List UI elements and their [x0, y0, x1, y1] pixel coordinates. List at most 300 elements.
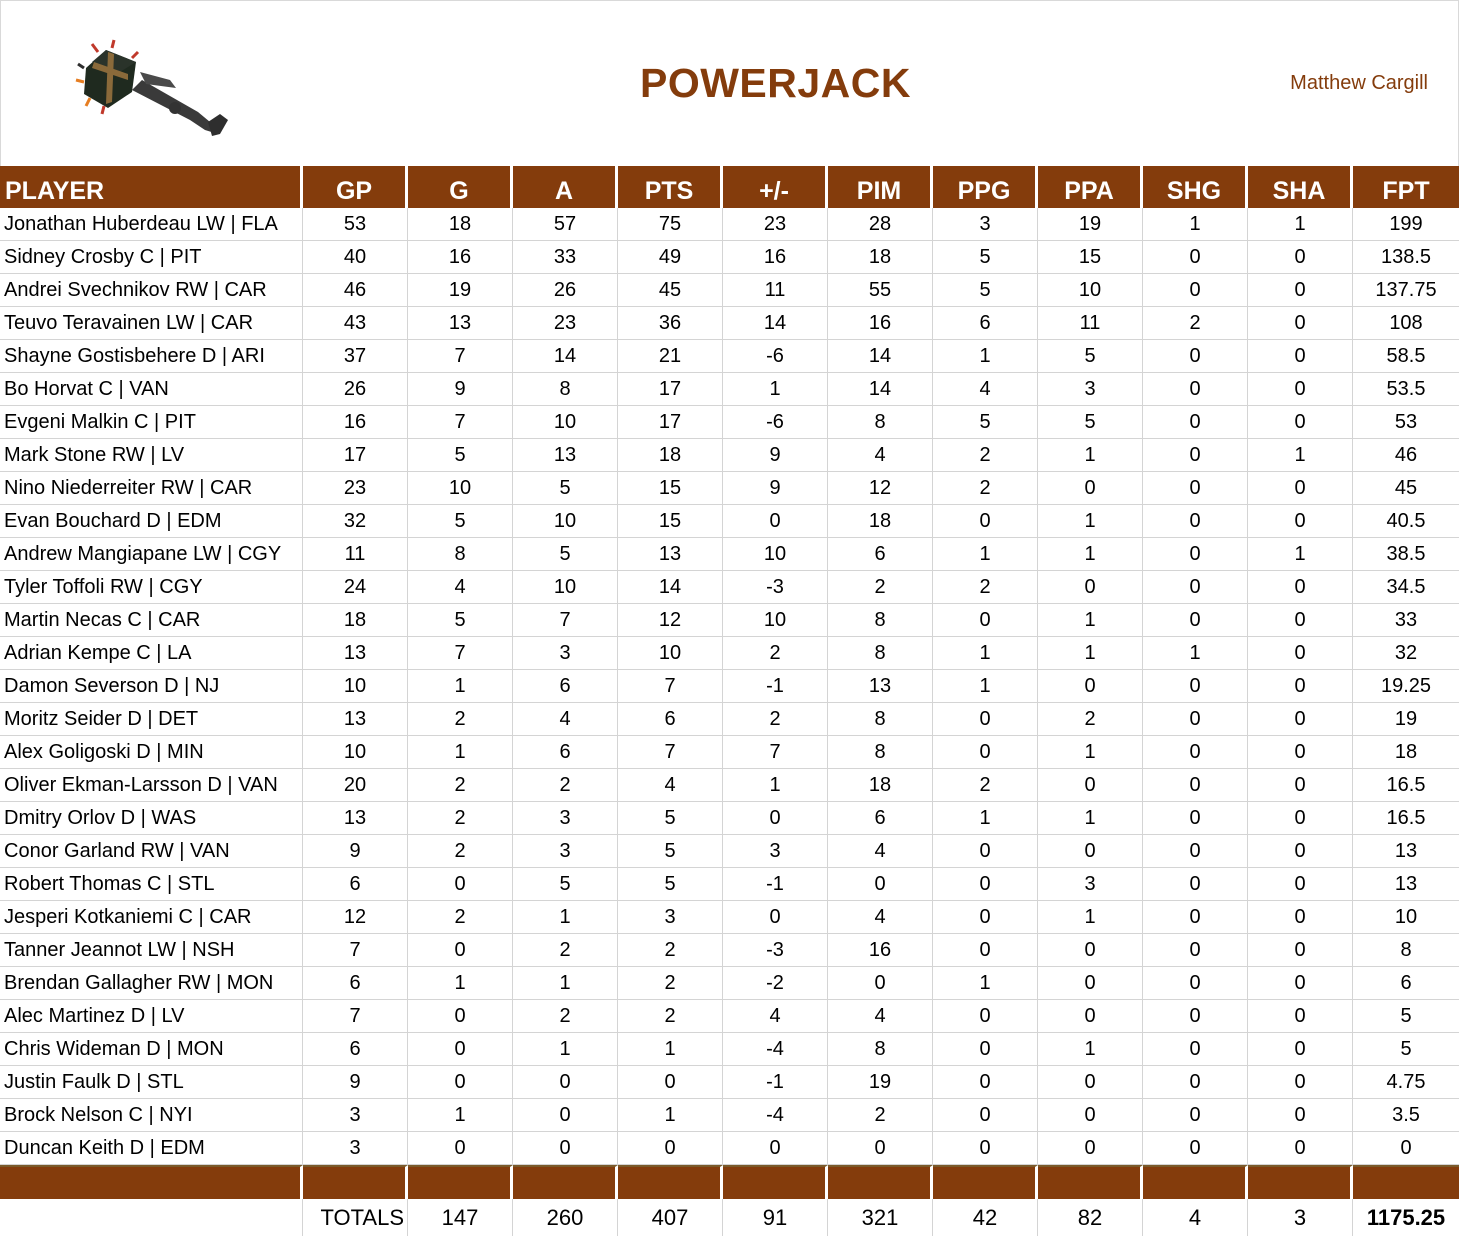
stat-cell-pts: 1 [618, 1033, 723, 1066]
stat-cell-ppa: 0 [1038, 1066, 1143, 1099]
stat-cell-pim: 8 [828, 703, 933, 736]
table-row [0, 340, 1459, 373]
stat-cell-ppa: 3 [1038, 373, 1143, 406]
stat-cell-a: 2 [513, 1000, 618, 1033]
column-header-player[interactable]: PLAYER [0, 166, 303, 208]
stat-cell-plus-minus: 2 [723, 637, 828, 670]
stat-cell-pim: 19 [828, 1066, 933, 1099]
player-name-cell: Dmitry Orlov D | WAS [0, 802, 303, 835]
stat-cell-sha: 0 [1248, 1066, 1353, 1099]
stat-cell-ppa: 15 [1038, 241, 1143, 274]
stat-cell-ppa: 0 [1038, 472, 1143, 505]
stat-cell-gp: 17 [303, 439, 408, 472]
stat-cell-ppa: 1 [1038, 538, 1143, 571]
stat-cell-plus-minus: 10 [723, 538, 828, 571]
divider-cell [408, 1165, 513, 1199]
stat-cell-sha: 0 [1248, 1000, 1353, 1033]
totals-row [0, 1199, 1459, 1236]
stat-cell-shg: 0 [1143, 241, 1248, 274]
stat-cell-gp: 23 [303, 472, 408, 505]
stat-cell-ppa: 2 [1038, 703, 1143, 736]
stat-cell-pts: 0 [618, 1066, 723, 1099]
stat-cell-fpt: 4.75 [1353, 1066, 1459, 1099]
stat-cell-fpt: 40.5 [1353, 505, 1459, 538]
stat-cell-pim: 6 [828, 802, 933, 835]
player-name-cell: Brendan Gallagher RW | MON [0, 967, 303, 1000]
stat-cell-pim: 18 [828, 769, 933, 802]
stat-cell-pts: 18 [618, 439, 723, 472]
stat-cell-pim: 16 [828, 307, 933, 340]
stat-cell-a: 0 [513, 1099, 618, 1132]
stat-cell-pim: 12 [828, 472, 933, 505]
page-title-text: POWERJACK [639, 60, 912, 106]
stat-cell-pim: 0 [828, 1132, 933, 1165]
stat-cell-a: 8 [513, 373, 618, 406]
stat-cell-shg: 0 [1143, 670, 1248, 703]
stat-cell-pim: 0 [828, 868, 933, 901]
stat-cell-a: 7 [513, 604, 618, 637]
stat-cell-g: 16 [408, 241, 513, 274]
player-name-cell: Robert Thomas C | STL [0, 868, 303, 901]
divider-cell [828, 1165, 933, 1199]
stat-cell-pts: 7 [618, 736, 723, 769]
stat-cell-sha: 0 [1248, 901, 1353, 934]
player-name-cell: Andrei Svechnikov RW | CAR [0, 274, 303, 307]
stat-cell-ppg: 1 [933, 967, 1038, 1000]
stat-cell-pts: 15 [618, 505, 723, 538]
column-header-sha[interactable]: SHA [1248, 166, 1353, 208]
stat-cell-g: 0 [408, 934, 513, 967]
stat-cell-a: 5 [513, 538, 618, 571]
stat-cell-pim: 2 [828, 571, 933, 604]
table-row [0, 439, 1459, 472]
stat-cell-pts: 5 [618, 868, 723, 901]
stat-cell-gp: 3 [303, 1099, 408, 1132]
player-name-cell: Evgeni Malkin C | PIT [0, 406, 303, 439]
stat-cell-ppa: 0 [1038, 835, 1143, 868]
player-name-cell: Moritz Seider D | DET [0, 703, 303, 736]
stat-cell-fpt: 53 [1353, 406, 1459, 439]
stat-cell-plus-minus: 2 [723, 703, 828, 736]
stat-cell-plus-minus: 10 [723, 604, 828, 637]
stat-cell-pts: 0 [618, 1132, 723, 1165]
stat-cell-ppg: 1 [933, 670, 1038, 703]
stat-cell-fpt: 10 [1353, 901, 1459, 934]
stat-cell-pts: 15 [618, 472, 723, 505]
stat-cell-pim: 2 [828, 1099, 933, 1132]
table-row [0, 373, 1459, 406]
stat-cell-sha: 1 [1248, 208, 1353, 241]
column-header-ppa[interactable]: PPA [1038, 166, 1143, 208]
stat-cell-g: 10 [408, 472, 513, 505]
stat-cell-a: 10 [513, 406, 618, 439]
stat-cell-g: 7 [408, 637, 513, 670]
table-row [0, 274, 1459, 307]
stat-cell-pts: 36 [618, 307, 723, 340]
stat-cell-gp: 9 [303, 835, 408, 868]
stat-cell-ppa: 19 [1038, 208, 1143, 241]
stat-cell-pts: 14 [618, 571, 723, 604]
stat-cell-pim: 14 [828, 373, 933, 406]
stat-cell-pim: 4 [828, 439, 933, 472]
divider-cell [1038, 1165, 1143, 1199]
stat-cell-fpt: 3.5 [1353, 1099, 1459, 1132]
stat-cell-plus-minus: -1 [723, 1066, 828, 1099]
stat-cell-plus-minus: 0 [723, 505, 828, 538]
stat-cell-gp: 12 [303, 901, 408, 934]
stat-cell-ppa: 0 [1038, 670, 1143, 703]
stat-cell-sha: 1 [1248, 439, 1353, 472]
total-ppg: 42 [933, 1199, 1038, 1236]
stat-cell-shg: 0 [1143, 1132, 1248, 1165]
stat-cell-sha: 0 [1248, 1033, 1353, 1066]
stat-cell-shg: 0 [1143, 274, 1248, 307]
stat-cell-ppa: 0 [1038, 934, 1143, 967]
stat-cell-shg: 0 [1143, 736, 1248, 769]
stat-cell-g: 1 [408, 1099, 513, 1132]
stat-cell-shg: 0 [1143, 340, 1248, 373]
stat-cell-shg: 0 [1143, 472, 1248, 505]
stat-cell-ppg: 4 [933, 373, 1038, 406]
stat-cell-gp: 6 [303, 1033, 408, 1066]
table-row [0, 802, 1459, 835]
table-row [0, 1099, 1459, 1132]
stat-cell-plus-minus: 16 [723, 241, 828, 274]
stat-cell-ppa: 1 [1038, 439, 1143, 472]
stat-cell-pts: 6 [618, 703, 723, 736]
stat-cell-ppg: 1 [933, 637, 1038, 670]
stat-cell-plus-minus: 4 [723, 1000, 828, 1033]
stat-cell-sha: 0 [1248, 472, 1353, 505]
stat-cell-a: 26 [513, 274, 618, 307]
divider-cell [0, 1165, 303, 1199]
stat-cell-gp: 46 [303, 274, 408, 307]
stat-cell-gp: 10 [303, 670, 408, 703]
stat-cell-shg: 0 [1143, 1099, 1248, 1132]
stat-cell-sha: 0 [1248, 637, 1353, 670]
stat-cell-g: 2 [408, 835, 513, 868]
stat-cell-fpt: 0 [1353, 1132, 1459, 1165]
player-name-cell: Tanner Jeannot LW | NSH [0, 934, 303, 967]
stat-cell-fpt: 8 [1353, 934, 1459, 967]
column-header-fpt[interactable]: FPT [1353, 166, 1459, 208]
stat-cell-g: 7 [408, 340, 513, 373]
stat-cell-fpt: 16.5 [1353, 802, 1459, 835]
table-row [0, 538, 1459, 571]
stat-cell-gp: 32 [303, 505, 408, 538]
stat-cell-pim: 6 [828, 538, 933, 571]
table-row [0, 1066, 1459, 1099]
stat-cell-plus-minus: 0 [723, 901, 828, 934]
stat-cell-pim: 8 [828, 1033, 933, 1066]
table-row [0, 967, 1459, 1000]
stat-cell-pts: 1 [618, 1099, 723, 1132]
stat-cell-ppg: 0 [933, 868, 1038, 901]
stat-cell-a: 1 [513, 901, 618, 934]
stat-cell-plus-minus: -2 [723, 967, 828, 1000]
stat-cell-shg: 0 [1143, 538, 1248, 571]
column-header-plus-minus[interactable]: +/- [723, 166, 828, 208]
stat-cell-pts: 21 [618, 340, 723, 373]
stat-cell-shg: 0 [1143, 868, 1248, 901]
stat-cell-shg: 0 [1143, 901, 1248, 934]
stat-cell-gp: 40 [303, 241, 408, 274]
table-row [0, 703, 1459, 736]
stat-cell-a: 2 [513, 934, 618, 967]
stat-cell-pts: 3 [618, 901, 723, 934]
stat-cell-plus-minus: 23 [723, 208, 828, 241]
stat-cell-shg: 0 [1143, 1066, 1248, 1099]
player-name-cell: Shayne Gostisbehere D | ARI [0, 340, 303, 373]
stat-cell-sha: 0 [1248, 1099, 1353, 1132]
stat-cell-fpt: 18 [1353, 736, 1459, 769]
divider-cell [513, 1165, 618, 1199]
table-row [0, 637, 1459, 670]
stat-cell-ppg: 0 [933, 835, 1038, 868]
player-name-cell: Sidney Crosby C | PIT [0, 241, 303, 274]
player-name-cell: Brock Nelson C | NYI [0, 1099, 303, 1132]
stat-cell-ppa: 1 [1038, 901, 1143, 934]
stat-cell-pim: 4 [828, 901, 933, 934]
stat-cell-g: 2 [408, 901, 513, 934]
stat-cell-shg: 0 [1143, 406, 1248, 439]
stat-cell-pim: 8 [828, 604, 933, 637]
divider-cell [933, 1165, 1038, 1199]
column-header-shg[interactable]: SHG [1143, 166, 1248, 208]
stat-cell-ppg: 0 [933, 901, 1038, 934]
stat-cell-ppg: 2 [933, 571, 1038, 604]
table-row [0, 241, 1459, 274]
stat-cell-a: 0 [513, 1132, 618, 1165]
stat-cell-gp: 3 [303, 1132, 408, 1165]
stat-cell-gp: 6 [303, 967, 408, 1000]
stat-cell-pim: 8 [828, 736, 933, 769]
stat-cell-shg: 1 [1143, 208, 1248, 241]
stat-cell-g: 0 [408, 1066, 513, 1099]
stat-cell-gp: 13 [303, 637, 408, 670]
player-name-cell: Damon Severson D | NJ [0, 670, 303, 703]
stat-cell-plus-minus: 7 [723, 736, 828, 769]
total-shg: 4 [1143, 1199, 1248, 1236]
total-fpt: 1175.25 [1366, 1204, 1446, 1230]
stat-cell-pts: 2 [618, 934, 723, 967]
stat-cell-plus-minus: -3 [723, 934, 828, 967]
stat-cell-pts: 75 [618, 208, 723, 241]
stat-cell-pts: 17 [618, 373, 723, 406]
stat-cell-ppg: 0 [933, 1066, 1038, 1099]
stat-cell-g: 0 [408, 1000, 513, 1033]
stat-cell-g: 5 [408, 439, 513, 472]
stat-cell-plus-minus: 11 [723, 274, 828, 307]
column-header-pts[interactable]: PTS [618, 166, 723, 208]
stat-cell-shg: 0 [1143, 571, 1248, 604]
stat-cell-sha: 0 [1248, 340, 1353, 373]
owner-name: Matthew Cargill [1290, 72, 1428, 94]
stat-cell-plus-minus: 0 [723, 1132, 828, 1165]
player-name-cell: Oliver Ekman-Larsson D | VAN [0, 769, 303, 802]
stat-cell-g: 1 [408, 967, 513, 1000]
player-name-cell: Evan Bouchard D | EDM [0, 505, 303, 538]
stat-cell-g: 1 [408, 736, 513, 769]
stat-cell-gp: 7 [303, 934, 408, 967]
player-name-cell: Justin Faulk D | STL [0, 1066, 303, 1099]
stat-cell-a: 1 [513, 1033, 618, 1066]
table-row [0, 604, 1459, 637]
player-name-cell: Nino Niederreiter RW | CAR [0, 472, 303, 505]
stat-cell-plus-minus: 0 [723, 802, 828, 835]
stat-cell-gp: 7 [303, 1000, 408, 1033]
stat-cell-shg: 0 [1143, 934, 1248, 967]
stat-cell-pim: 8 [828, 406, 933, 439]
stat-cell-g: 13 [408, 307, 513, 340]
column-header-g[interactable]: G [408, 166, 513, 208]
stat-cell-fpt: 13 [1353, 835, 1459, 868]
table-row [0, 736, 1459, 769]
stat-cell-gp: 24 [303, 571, 408, 604]
stat-cell-fpt: 34.5 [1353, 571, 1459, 604]
stat-cell-plus-minus: -1 [723, 670, 828, 703]
stat-cell-a: 3 [513, 637, 618, 670]
stat-cell-pim: 28 [828, 208, 933, 241]
stat-cell-ppa: 1 [1038, 736, 1143, 769]
stat-cell-fpt: 108 [1353, 307, 1459, 340]
stat-cell-pts: 10 [618, 637, 723, 670]
stat-cell-pim: 55 [828, 274, 933, 307]
stat-cell-shg: 0 [1143, 439, 1248, 472]
stat-cell-ppg: 0 [933, 736, 1038, 769]
stat-cell-pts: 12 [618, 604, 723, 637]
stat-cell-a: 4 [513, 703, 618, 736]
total-pts: 407 [618, 1199, 723, 1236]
divider-cell [1143, 1165, 1248, 1199]
stat-cell-g: 19 [408, 274, 513, 307]
stat-cell-gp: 20 [303, 769, 408, 802]
table-row [0, 1000, 1459, 1033]
stat-cell-gp: 16 [303, 406, 408, 439]
stat-cell-a: 5 [513, 868, 618, 901]
stat-cell-fpt: 45 [1353, 472, 1459, 505]
stat-cell-g: 4 [408, 571, 513, 604]
divider-cell [1248, 1165, 1353, 1199]
stat-cell-plus-minus: -6 [723, 340, 828, 373]
stat-cell-plus-minus: -4 [723, 1099, 828, 1132]
stat-cell-sha: 0 [1248, 307, 1353, 340]
stat-cell-g: 7 [408, 406, 513, 439]
stat-cell-fpt: 5 [1353, 1000, 1459, 1033]
table-row [0, 406, 1459, 439]
stat-cell-fpt: 58.5 [1353, 340, 1459, 373]
table-row [0, 769, 1459, 802]
stat-cell-g: 1 [408, 670, 513, 703]
totals-label: TOTALS [303, 1199, 408, 1236]
stat-cell-sha: 0 [1248, 934, 1353, 967]
stat-cell-shg: 0 [1143, 1033, 1248, 1066]
table-row [0, 571, 1459, 604]
stat-cell-gp: 53 [303, 208, 408, 241]
column-header-gp[interactable]: GP [303, 166, 408, 208]
table-row [0, 208, 1459, 241]
total-sha: 3 [1248, 1199, 1353, 1236]
table-row [0, 670, 1459, 703]
stat-cell-gp: 13 [303, 802, 408, 835]
stat-cell-a: 10 [513, 505, 618, 538]
stat-cell-plus-minus: 1 [723, 373, 828, 406]
stat-cell-sha: 0 [1248, 868, 1353, 901]
stat-cell-shg: 2 [1143, 307, 1248, 340]
stat-cell-ppg: 6 [933, 307, 1038, 340]
column-header-ppg[interactable]: PPG [933, 166, 1038, 208]
stat-cell-pim: 4 [828, 835, 933, 868]
stat-cell-shg: 0 [1143, 505, 1248, 538]
total-g: 147 [408, 1199, 513, 1236]
stat-cell-pts: 13 [618, 538, 723, 571]
divider-cell [1353, 1165, 1459, 1199]
stat-cell-sha: 0 [1248, 769, 1353, 802]
stat-cell-ppg: 5 [933, 274, 1038, 307]
stat-cell-sha: 0 [1248, 274, 1353, 307]
stat-cell-fpt: 5 [1353, 1033, 1459, 1066]
stat-cell-pim: 0 [828, 967, 933, 1000]
stat-cell-a: 13 [513, 439, 618, 472]
stat-cell-gp: 26 [303, 373, 408, 406]
stat-cell-shg: 0 [1143, 967, 1248, 1000]
page-title [0, 60, 1459, 107]
stat-cell-fpt: 19 [1353, 703, 1459, 736]
stat-cell-sha: 0 [1248, 406, 1353, 439]
stat-cell-fpt: 33 [1353, 604, 1459, 637]
stat-cell-ppg: 1 [933, 538, 1038, 571]
stat-cell-fpt: 137.75 [1353, 274, 1459, 307]
stat-cell-a: 3 [513, 802, 618, 835]
stat-cell-ppg: 0 [933, 505, 1038, 538]
stat-cell-ppg: 2 [933, 439, 1038, 472]
divider-cell [723, 1165, 828, 1199]
player-name-cell: Duncan Keith D | EDM [0, 1132, 303, 1165]
stat-cell-pim: 16 [828, 934, 933, 967]
column-header-a[interactable]: A [513, 166, 618, 208]
stat-cell-a: 6 [513, 736, 618, 769]
stat-cell-shg: 0 [1143, 373, 1248, 406]
stat-cell-shg: 0 [1143, 769, 1248, 802]
stat-cell-pim: 18 [828, 241, 933, 274]
stat-cell-a: 5 [513, 472, 618, 505]
stat-cell-a: 23 [513, 307, 618, 340]
stat-cell-g: 8 [408, 538, 513, 571]
stat-cell-ppa: 10 [1038, 274, 1143, 307]
stat-cell-plus-minus: -1 [723, 868, 828, 901]
stat-cell-fpt: 6 [1353, 967, 1459, 1000]
stat-cell-ppg: 0 [933, 1033, 1038, 1066]
player-name-cell: Adrian Kempe C | LA [0, 637, 303, 670]
stat-cell-ppa: 3 [1038, 868, 1143, 901]
stat-cell-pim: 4 [828, 1000, 933, 1033]
stat-cell-gp: 18 [303, 604, 408, 637]
table-row [0, 868, 1459, 901]
stat-cell-plus-minus: 9 [723, 472, 828, 505]
stat-cell-ppa: 5 [1038, 340, 1143, 373]
stat-cell-sha: 0 [1248, 736, 1353, 769]
stat-cell-sha: 0 [1248, 802, 1353, 835]
player-name-cell: Teuvo Teravainen LW | CAR [0, 307, 303, 340]
player-name-cell: Conor Garland RW | VAN [0, 835, 303, 868]
stat-cell-gp: 6 [303, 868, 408, 901]
stat-cell-gp: 43 [303, 307, 408, 340]
column-header-pim[interactable]: PIM [828, 166, 933, 208]
table-row [0, 1033, 1459, 1066]
stat-cell-pts: 7 [618, 670, 723, 703]
table-row [0, 901, 1459, 934]
stat-cell-gp: 13 [303, 703, 408, 736]
